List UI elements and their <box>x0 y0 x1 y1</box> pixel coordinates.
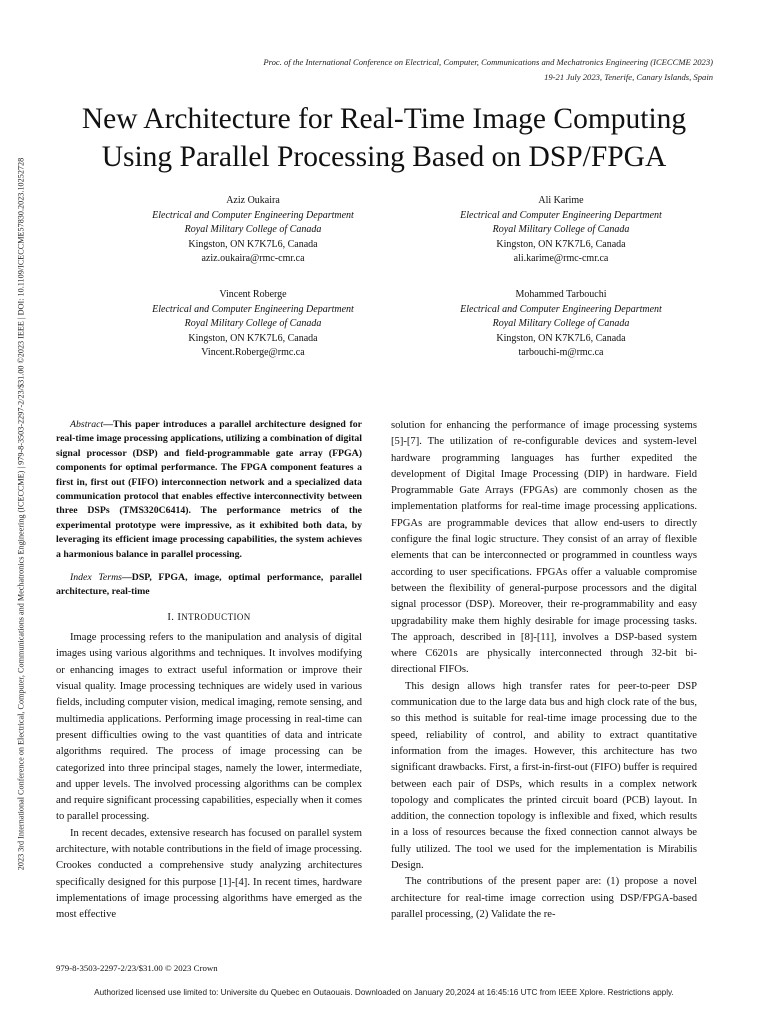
author-email: Vincent.Roberge@rmc.ca <box>201 347 305 358</box>
author-block <box>103 288 403 361</box>
author-name: Ali Karime <box>538 195 584 206</box>
index-terms-label: Index Terms <box>70 572 122 584</box>
body-paragraph: The contributions of the present paper are: (1) propose a novel architecture for real-time image correction using DSP/FPGA-based parallel processing, (2) Validate the re- <box>391 876 697 920</box>
body-paragraph: solution for enhancing the performance of image processing systems [5]-[7]. The utilization of re-configurable devices and system-level hardware programming languages has further expedited the development of Digital Image Processing (DIP) in hardware. Field Programmable Gate Arrays (FPGAs) are commonly chosen as the implementation platforms for real-time image processing applications. FPGAs are programmable devices that allow end-users to directly configure the final logic structure. They consist of an array of flexible elements that can be interconnected or programmed in countless ways according to user specifications. FPGAs offer a valuable compromise between the flexibility of general-purpose processors and the digital signal processor (DSP). Moreover, their re-programmability and easy upgradability make them highly desirable for image processing tasks. The approach, described in [8]-[11], involves a DSP-based system where C6201s are physically interconnected through 32-bit bi-directional FIFOs. <box>391 420 697 676</box>
author-name: Vincent Roberge <box>219 289 287 300</box>
author-address: Kingston, ON K7K7L6, Canada <box>188 332 318 344</box>
index-terms-text: —DSP, FPGA, image, optimal performance, parallel architecture, real-time <box>56 572 362 598</box>
author-college: Royal Military College of Canada <box>492 224 630 235</box>
abstract-text: —This paper introduces a parallel architecture designed for real-time image processing applications, utilizing a combination of digital signal processor (DSP) and field-programmable gate array (FPGA) components for optimal performance. The FPGA component features a first in, first out (FIFO) interconnection network and a specialized data communication protocol that enables effective interconnectivity between three DSPs (TMS320C6414). The performance metrics of the experimental prototype were impressive, as it exhibited both data, by leveraging its efficient image processing capabilities, the system achieves a harmonious balance in parallel processing. <box>56 419 362 560</box>
section-title-initial: I <box>177 611 182 623</box>
author-email: ali.karime@rmc-cmr.ca <box>513 253 609 264</box>
abstract-label: Abstract <box>70 419 104 430</box>
doi-sidebar-text: 2023 3rd International Conference on Electrical, Computer, Communications and Mechatronics Engineering (ICECCME) | 979-8-3503-2297-2/23/$31.00 ©2023 IEEE | DOI: 10.1109/ICECCME57830.2023.10252728 <box>16 157 26 871</box>
author-email: tarbouchi-m@rmc.ca <box>518 347 604 358</box>
right-column <box>391 418 697 923</box>
body-paragraph: This design allows high transfer rates for peer-to-peer DSP communication due to the large data bus and high clock rate of the bus, so this method is suitable for real-time image processing due to the speed, reliability of control, and ability to extract quantitative information from the images. However, this architecture has two significant drawbacks. First, a first-in-first-out (FIFO) buffer is required between each pair of DSPs, which results in a complex network topology and complicates the printed circuit board (PCB) layout. In addition, the connection topology is inflexible and fixed, which results in a loss of resources because the fixed connection cannot always be fully utilized. The tool we used for the implementation is Mirabilis Design. <box>391 680 697 872</box>
left-column <box>56 418 362 924</box>
section-title-rest: NTRODUCTION <box>181 611 251 622</box>
author-college: Royal Military College of Canada <box>492 318 630 329</box>
title-line-2: Using Parallel Processing Based on DSP/FPGA <box>101 141 667 173</box>
author-address: Kingston, ON K7K7L6, Canada <box>188 238 318 250</box>
section-number: I. <box>167 611 178 623</box>
author-department: Electrical and Computer Engineering Department <box>152 209 354 221</box>
section-heading <box>56 609 362 626</box>
copyright-notice: 979-8-3503-2297-2/23/$31.00 © 2023 Crown <box>56 963 218 973</box>
author-address: Kingston, ON K7K7L6, Canada <box>496 238 626 250</box>
conference-date-line: 19-21 July 2023, Tenerife, Canary Islands, Spain <box>544 72 713 82</box>
proceedings-line: Proc. of the International Conference on Electrical, Computer, Communications and Mechatronics Engineering (ICECCME 2023) <box>263 57 713 67</box>
author-college: Royal Military College of Canada <box>184 224 322 235</box>
body-paragraph: Image processing refers to the manipulation and analysis of digital images using various algorithms and techniques. It involves modifying or enhancing images to extract useful information or improve their visual quality. Image processing techniques are widely used in various fields, including computer vision, medical imaging, remote sensing, and multimedia applications. Performing image processing in real-time can present difficulties owing to the vast quantities of data and intricate algorithms required. The process of image processing can be categorized into three principal stages, namely the lower, intermediate, and upper levels. The involved processing algorithms can be complex and require significant processing capabilities, especially when it comes to parallel processing. <box>56 632 362 823</box>
author-address: Kingston, ON K7K7L6, Canada <box>496 332 626 344</box>
author-block <box>411 194 711 267</box>
body-paragraph: In recent decades, extensive research has focused on parallel system architecture, with notable contributions in the field of image processing. Crookes conducted a comprehensive study analyzing architectures specifically designed for this purpose [1]-[4]. In recent times, hardware implementations of image processing algorithms have emerged as the most effective <box>56 827 362 921</box>
author-name: Mohammed Tarbouchi <box>515 289 607 300</box>
author-college: Royal Military College of Canada <box>184 318 322 329</box>
author-name: Aziz Oukaira <box>226 195 280 206</box>
proceedings-header <box>113 55 713 85</box>
doi-sidebar <box>14 62 28 966</box>
license-notice: Authorized licensed use limited to: Universite du Quebec en Outaouais. Downloaded on January 20,2024 at 16:45:16 UTC from IEEE Xplore. Restrictions apply. <box>94 988 674 997</box>
author-department: Electrical and Computer Engineering Department <box>460 209 662 221</box>
author-department: Electrical and Computer Engineering Department <box>460 303 662 315</box>
abstract <box>56 418 362 562</box>
author-email: aziz.oukaira@rmc-cmr.ca <box>201 253 305 264</box>
index-terms <box>56 571 362 600</box>
author-block <box>103 194 403 267</box>
title-line-1: New Architecture for Real-Time Image Computing <box>81 103 687 135</box>
author-block <box>411 288 711 361</box>
paper-title <box>40 100 728 176</box>
author-department: Electrical and Computer Engineering Department <box>152 303 354 315</box>
